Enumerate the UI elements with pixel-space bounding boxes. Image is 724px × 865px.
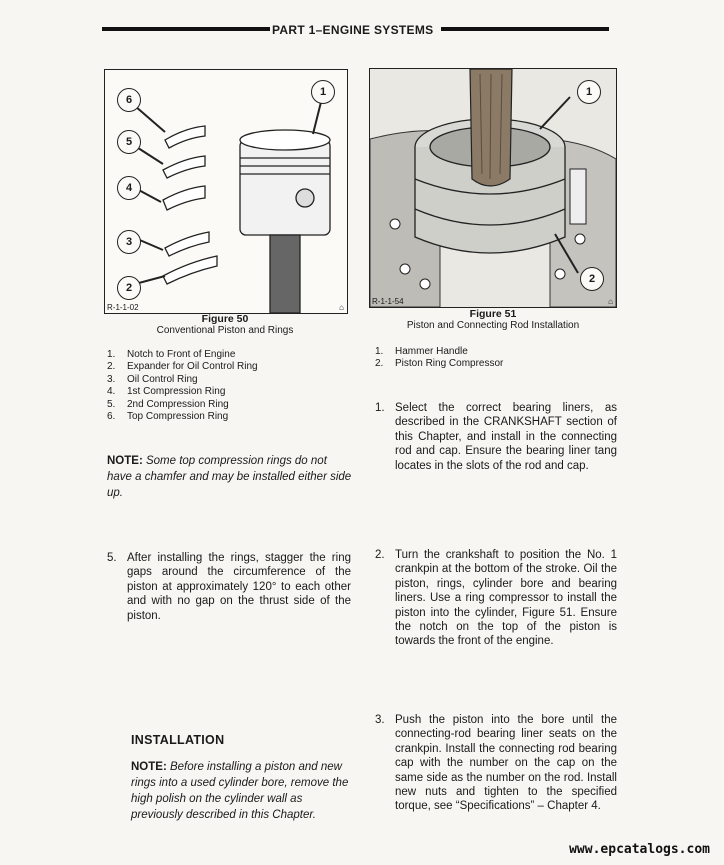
callout-1: 1 bbox=[311, 80, 335, 104]
second-compression-ring bbox=[163, 156, 205, 178]
legend-item: 3. Oil Control Ring bbox=[107, 373, 198, 385]
top-compression-ring bbox=[165, 126, 205, 148]
legend-item: 2. Expander for Oil Control Ring bbox=[107, 361, 258, 373]
callout-2: 2 bbox=[117, 276, 141, 300]
figure-50-legend bbox=[107, 349, 258, 423]
piston-body bbox=[240, 140, 330, 235]
legend-item: 1. Hammer Handle bbox=[375, 346, 468, 357]
step-right-3: 3. Push the piston into the bore until the connecting-rod bearing liner seats on the crankpin. Install the connecting rod bearing cap with the number on the cap on the same side as the number on the rod. Install new nuts and tighten to the specified torque, see “Specifications” – Chapter 4. bbox=[375, 714, 617, 813]
legend-item: 4. 1st Compression Ring bbox=[107, 386, 226, 398]
callout-3: 3 bbox=[117, 230, 141, 254]
callout-6: 6 bbox=[117, 88, 141, 112]
figure-50-illustration bbox=[104, 69, 348, 314]
legend-item: 6. Top Compression Ring bbox=[107, 411, 229, 423]
piston-pin-boss bbox=[296, 189, 314, 207]
note-polish: NOTE: Before installing a piston and new rings into a used cylinder bore, remove the high polish on the cylinder wall as previously described in this Chapter. bbox=[131, 761, 349, 821]
site-watermark: www.epcatalogs.com bbox=[569, 842, 710, 857]
figure-51-illustration bbox=[369, 68, 617, 308]
legend-item: 1. Notch to Front of Engine bbox=[107, 349, 236, 360]
figure-50-title: Figure 50 bbox=[201, 313, 249, 325]
connecting-rod bbox=[270, 235, 300, 313]
figure-51-mark-icon: ⌂ bbox=[608, 297, 613, 306]
figure-51-title: Figure 51 bbox=[469, 308, 517, 320]
stud-bolt bbox=[570, 169, 586, 224]
callout-5: 5 bbox=[117, 130, 141, 154]
figure-51-code: R-1-1-54 bbox=[372, 297, 404, 306]
callout-4: 4 bbox=[117, 176, 141, 200]
step-right-2: 2. Turn the crankshaft to position the No. 1 crankpin at the bottom of the stroke. Oil the piston, rings, cylinder bore and bearing liners. Use a ring compressor to install the piston into the cylinder, Figure 51. Ensure the notch on the top of the piston is towards the front of the engine. bbox=[375, 549, 617, 648]
piston-and-rings-drawing bbox=[105, 70, 347, 313]
step-right-1: 1. Select the correct bearing liners, as described in the CRANKSHAFT section of this Chapter, and install in the connecting rod and cap. Ensure the bearing liner tang locates in the slots of the rod and cap. bbox=[375, 402, 617, 472]
piston-crown bbox=[240, 130, 330, 150]
oil-control-ring bbox=[165, 232, 209, 256]
figure-51-caption: Piston and Connecting Rod Installation bbox=[406, 320, 580, 331]
ring-expander bbox=[163, 256, 217, 284]
figure-50-code: R-1-1-02 bbox=[107, 303, 139, 312]
piston-installation-drawing bbox=[370, 69, 616, 307]
note-chamfer: NOTE: Some top compression rings do not have a chamfer and may be installed either side up. bbox=[107, 455, 352, 499]
header-rule-right bbox=[441, 27, 609, 31]
legend-item: 5. 2nd Compression Ring bbox=[107, 398, 229, 410]
figure-51-legend bbox=[375, 346, 503, 371]
first-compression-ring bbox=[163, 186, 205, 210]
figure-50-caption: Conventional Piston and Rings bbox=[156, 325, 294, 336]
figure-50-mark-icon: ⌂ bbox=[339, 303, 344, 312]
legend-item: 2. Piston Ring Compressor bbox=[375, 358, 504, 370]
step-5: 5. After installing the rings, stagger the ring gaps around the circumference of the piston at approximately 120° to each other and with no gap on the thrust side of the piston. bbox=[107, 552, 351, 622]
callout-2: 2 bbox=[580, 267, 604, 291]
page-header-title: PART 1–ENGINE SYSTEMS bbox=[272, 23, 434, 37]
callout-1: 1 bbox=[577, 80, 601, 104]
header-rule-left bbox=[102, 27, 270, 31]
installation-heading: INSTALLATION bbox=[131, 733, 225, 747]
